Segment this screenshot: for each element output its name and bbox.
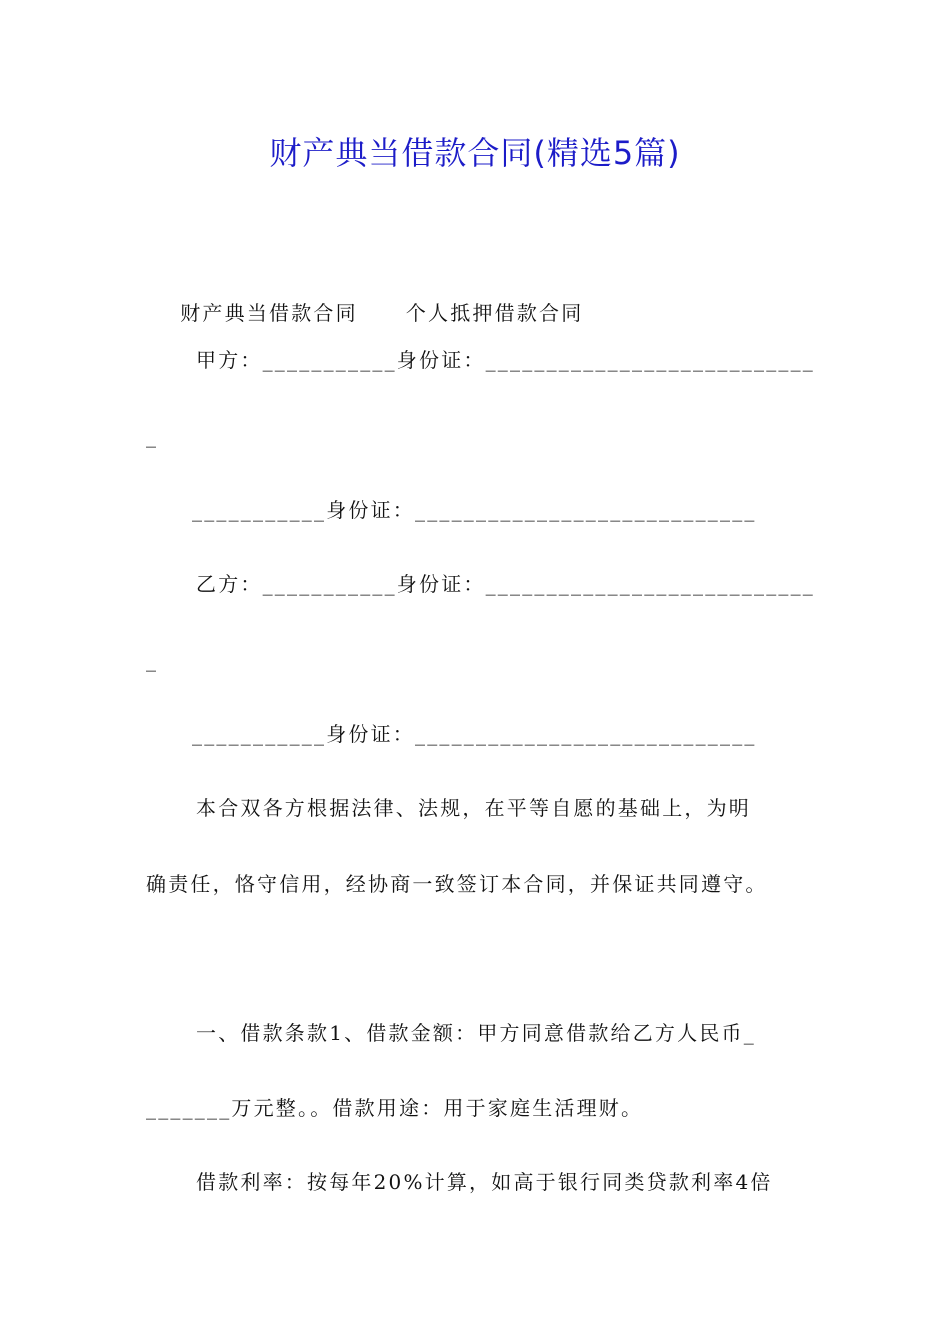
party-b-line: 乙方：___________身份证：___________________________ xyxy=(196,572,815,596)
interest-rate-line: 借款利率：按每年20%计算，如高于银行同类贷款利率4倍 xyxy=(196,1170,773,1194)
clause-1-line-1: 一、借款条款1、借款金额：甲方同意借款给乙方人民币_ xyxy=(196,1021,756,1045)
preamble-line-2: 确责任，恪守信用，经协商一致签订本合同，并保证共同遵守。 xyxy=(146,872,768,896)
preamble-line-1: 本合双各方根据法律、法规，在平等自愿的基础上，为明 xyxy=(196,796,751,820)
clause-1-line-2: _______万元整。。借款用途：用于家庭生活理财。 xyxy=(146,1096,644,1120)
subtitle-left: 财产典当借款合同 xyxy=(180,301,358,325)
document-title: 财产典当借款合同(精选5篇) xyxy=(269,134,681,172)
party-a-continuation: _ xyxy=(146,424,159,448)
subtitle-right: 个人抵押借款合同 xyxy=(405,301,584,325)
party-b-continuation: _ xyxy=(146,648,159,672)
party-a-second-id-line: ___________身份证：____________________________ xyxy=(192,498,757,522)
party-a-line: 甲方：___________身份证：___________________________ xyxy=(196,348,815,372)
party-b-second-id-line: ___________身份证：____________________________ xyxy=(192,722,757,746)
subtitle-line xyxy=(146,271,583,355)
